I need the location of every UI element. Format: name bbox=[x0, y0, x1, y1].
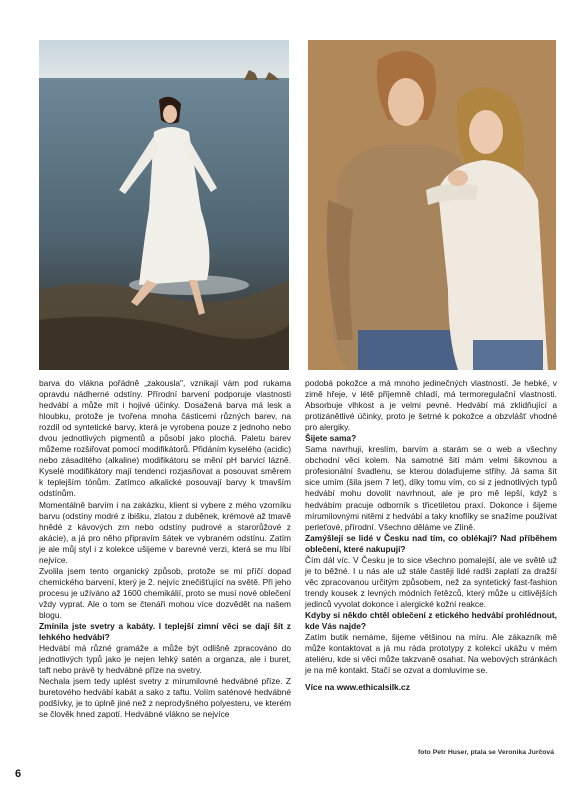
question-heading: Zamýšlejí se lidé v Česku nad tím, co oblékají? Nad příběhem oblečení, které nakupují? bbox=[305, 532, 557, 554]
paragraph: Zatím butik nemáme, šijeme většinou na míru. Ale zákazník mě může kontaktovat a já mu ráda prototypy z kolekcí ukážu v mém ateliéru, kde si věci může takzvaně osahat. Na webových stránkách je na mě kontakt. Stačí se ozvat a domluvíme se. bbox=[305, 632, 557, 676]
paragraph: Čím dál víc. V Česku je to sice všechno pomalejší, ale ve světě už je to běžné. I u nás ale už stále častěji lidé radši zaplatí za dražší věc zpracovanou určitým způsobem, než za syntetický fast-fashion trendy kousek z levných módních řetězců, který může u citlivějších jedinců vyvolat dokonce i alergické kožní reakce. bbox=[305, 554, 557, 609]
paragraph: Nechala jsem tedy uplést svetry z mírumilovné hedvábné příze. Z buretového hedvábí kabát a sako z taftu. Volím saténové hedvábné podšívky, je to úplně jiné než z neprodyšného polyesteru, ve kterém se člověk hned zapotí. Hedvábné vlákno se nejvíce bbox=[39, 676, 291, 720]
photo-two-women-image bbox=[308, 40, 556, 370]
question-heading: Kdyby si někdo chtěl oblečení z etického hedvábí prohlédnout, kde Vás najde? bbox=[305, 609, 557, 632]
paragraph: barva do vlákna pořádně „zakousla", vznikají vám pod rukama opravdu nádherné odstíny. Přírodní barvení podporuje vlastnosti hedvábí a může mít i hojivé účinky. Dosažená barva má lesk a hloubku, protože je tvořena mnoha částicemi různých barev, na rozdíl od syntetické barvy, která je vyrobena pouze z jednoho nebo dvou jednotlivých pigmentů a působí jako plochá. Paletu barev můžeme rozšiřovat pomocí modifikátorů. Přidáním kyselého (acidic) nebo zásaditého (alkaline) modifikátoru se mění pH barvicí lázně. Kyselé modifikátory mají tendenci rozjasňovat a posouvat směrem k teplejším tónům. Zatímco alkalické posouvají barvy k tmavším odstínům. bbox=[39, 378, 291, 499]
article-column-right bbox=[305, 378, 557, 693]
question-heading: Šijete sama? bbox=[305, 433, 357, 444]
paragraph: Zvolila jsem tento organický způsob, protože se mi příčí dopad chemického barvení, který je 2. nejvíc znečišťující na světě. Při jeho procesu je užíváno až 1600 chemikálií, proto se musí nové oblečení vždy vyprat. Ale o tom se čtenáři mohou více dozvědět na našem blogu. bbox=[39, 565, 291, 620]
photo-woman-sea-image bbox=[39, 40, 289, 370]
question-heading: Zmínila jste svetry a kabáty. I teplejší zimní věci se dají šít z lehkého hedvábí? bbox=[39, 621, 291, 643]
paragraph: podobá pokožce a má mnoho jedinečných vlastností. Je hebké, v zimě hřeje, v létě příjemně chladí, má termoregulační vlastnosti. Absorbuje vlhkost a je velmi pevné. Hedvábí má zklidňující a protizánětlivé účinky, proto je šetrné k pokožce a obzvlášť vhodné pro alergiky. bbox=[305, 378, 557, 433]
paragraph: Momentálně barvím i na zakázku, klient si vybere z mého vzorníku barvu (odstíny modré z ibišku, zlatou z duběnek, krémové až tmavě hnědé z kávových zrn nebo odstíny pudrové a starorůžové z akácie), a já pro něho připravím šátek ve vybraném odstínu. Zatím je ale můj styl i z kolekce ušijeme v barevné verzi, která se mu líbí nejvíce. bbox=[39, 499, 291, 565]
page-number: 6 bbox=[15, 768, 22, 780]
question-heading: Více na www.ethicalsilk.cz bbox=[305, 682, 410, 693]
photo-woman-sea bbox=[39, 40, 289, 370]
photo-two-women bbox=[308, 40, 556, 370]
paragraph: Hedvábí má různé gramáže a může být odlišně zpracováno do jednotlivých typů jako je nejen lehký satén a organza, ale i buret, taft nebo právě ty hedvábné příze na svetry. bbox=[39, 643, 291, 676]
article-column-left bbox=[39, 378, 291, 720]
photo-credit: foto Petr Huser, ptala se Veronika Jurčová bbox=[418, 749, 554, 756]
paragraph: Sama navrhuji, kreslím, barvím a starám se o web a všechny obchodní věci kolem. Na samotné šití mám velmi šikovnou a profesionální švadlenu, se kterou dolaďujeme střihy. Já sama šít sice umím (šila jsem 7 let), díky tomu vím, co si z jednotlivých typů hedvábí mohu dovolit navrhnout, ale je pro mě lepší, když s hedvábím pracuje odborník s třicetiletou praxí. Dokonce i šijeme mírumilovnými nitěmi z hedvábí a taky knoflíky se snažíme používat perleťové, přírodní. Všechno děláme ve Zlíně. bbox=[305, 444, 557, 532]
